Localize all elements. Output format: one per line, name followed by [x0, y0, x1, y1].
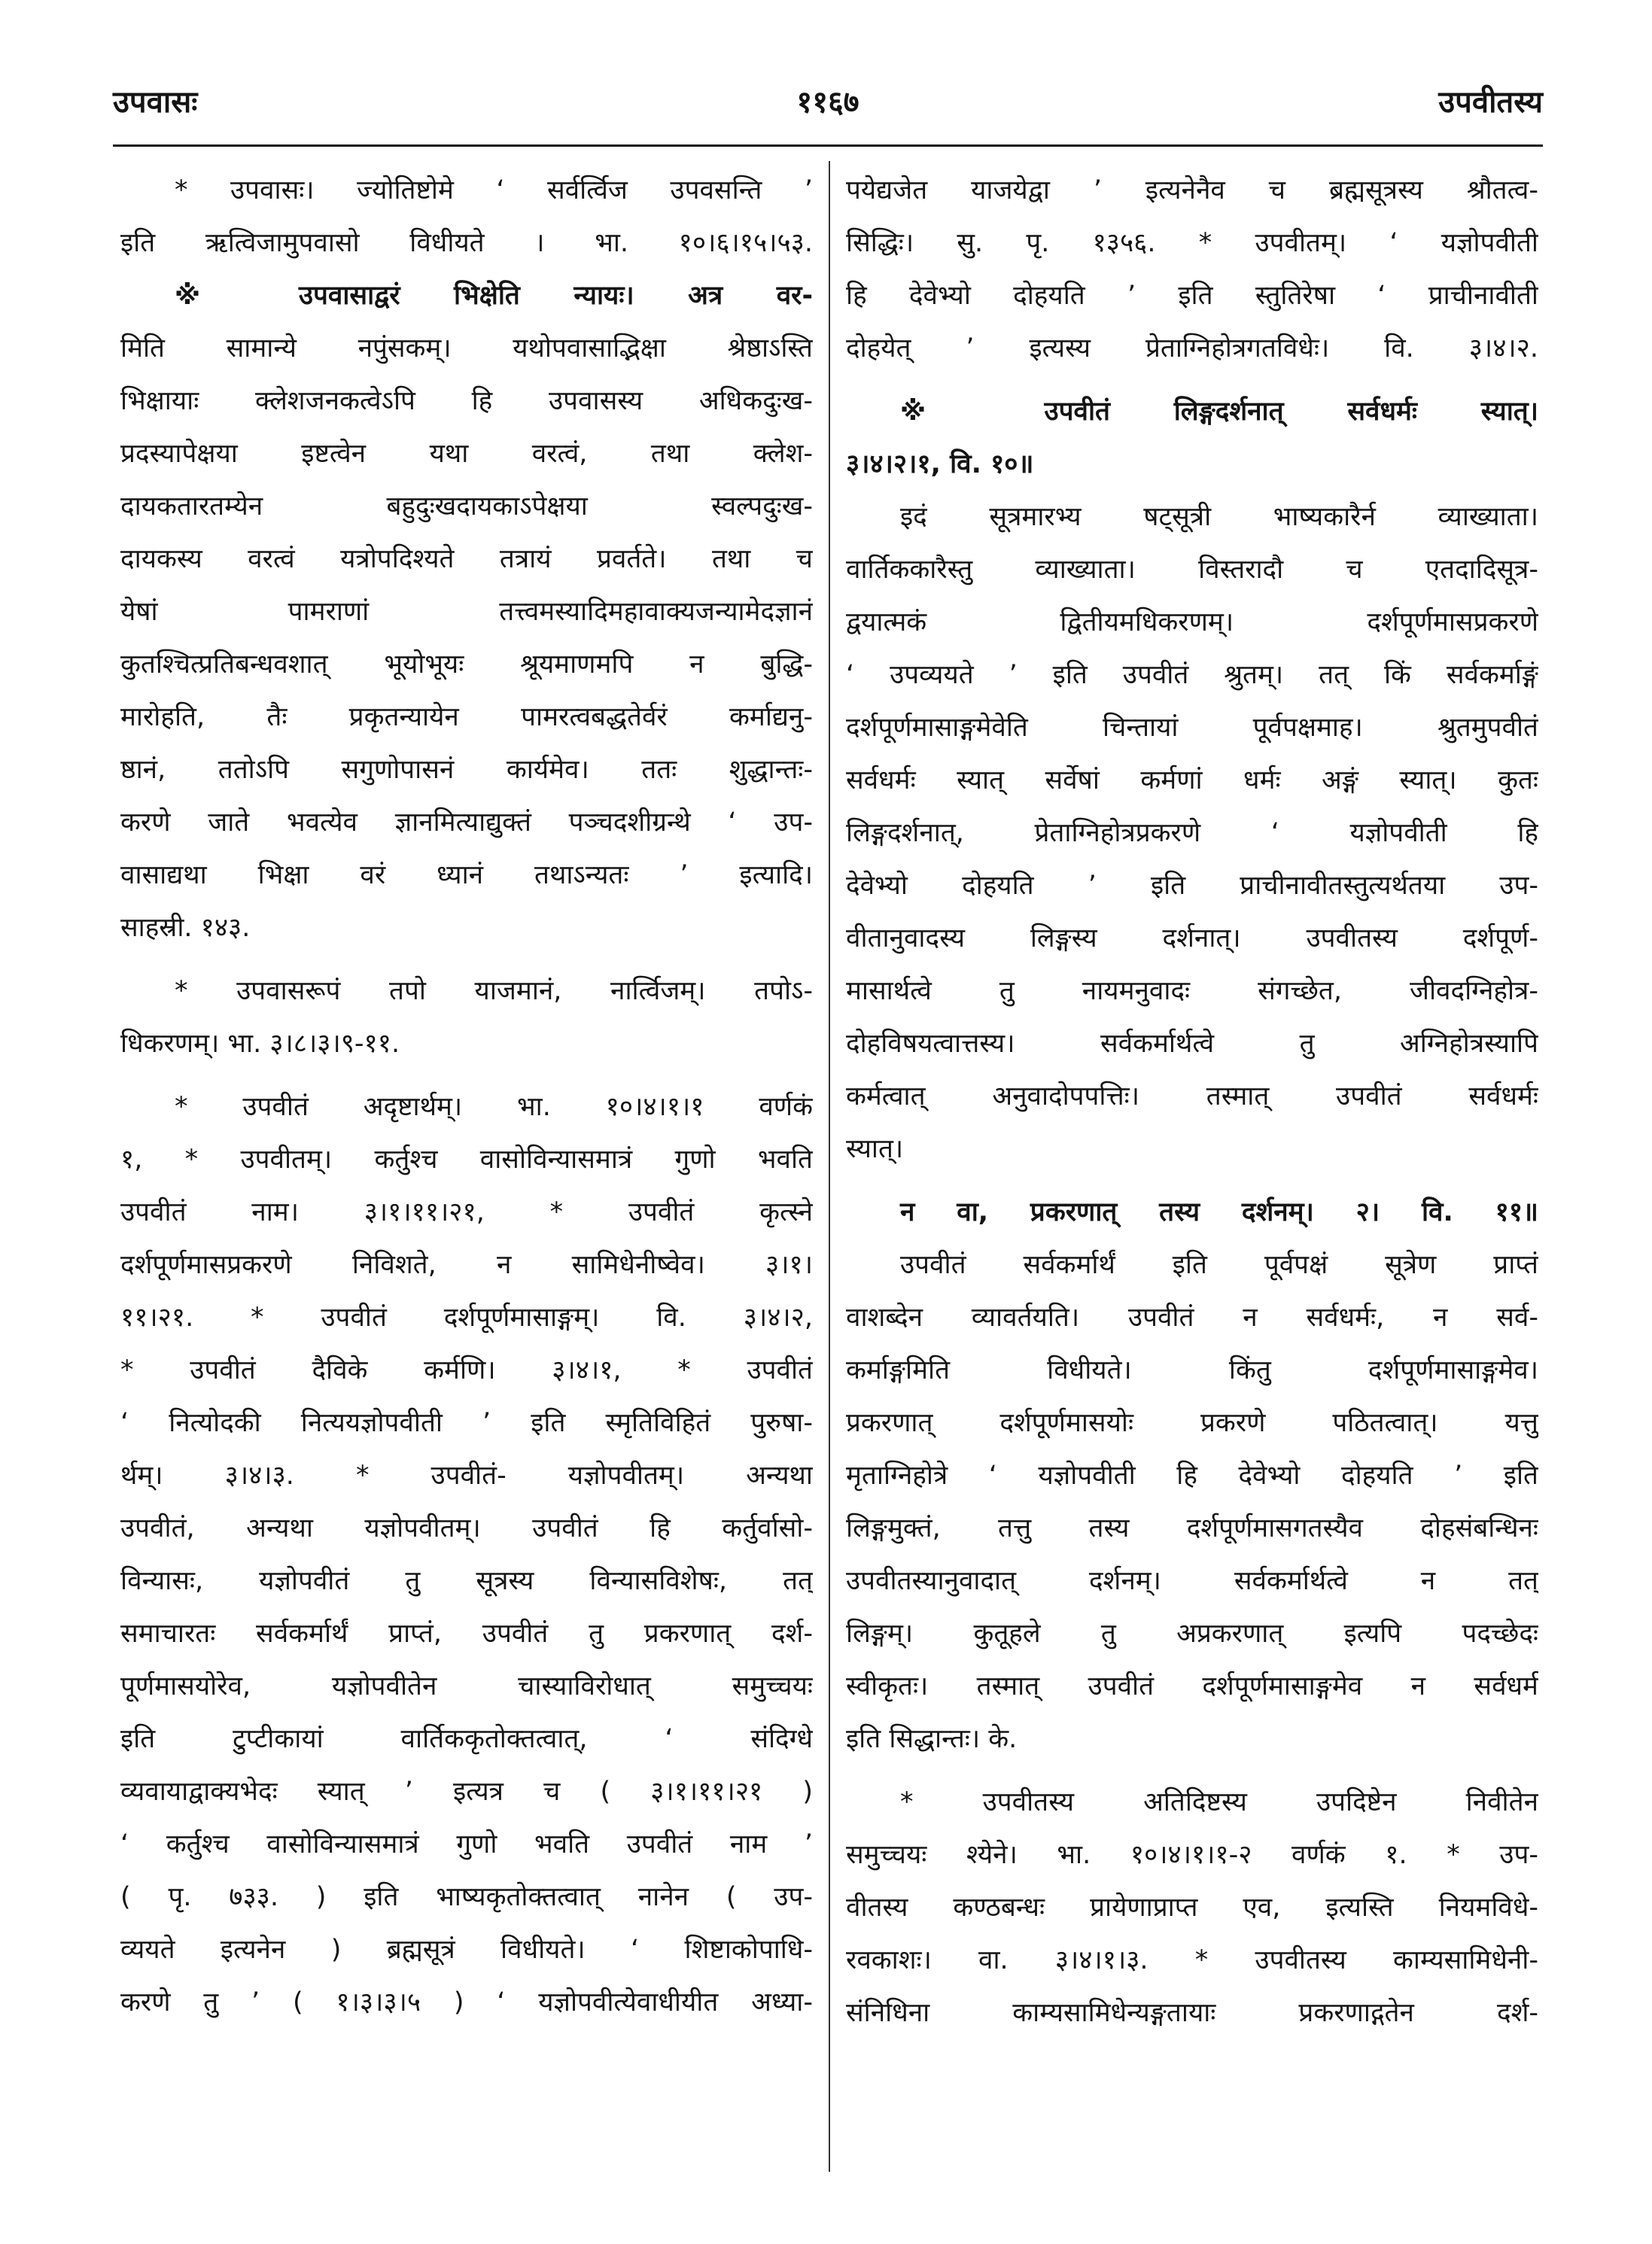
- header-right-word: उपवीतस्य: [1438, 85, 1543, 120]
- right-line: द्वयात्मकं द्वितीयमधिकरणम्। दर्शपूर्णमासप्रकरणे: [846, 607, 1538, 637]
- right-line: लिङ्गदर्शनात्, प्रेताग्निहोत्रप्रकरणे ‘ यज्ञोपवीती हि: [846, 818, 1538, 848]
- right-line: कर्मत्वात् अनुवादोपपत्तिः। तस्मात् उपवीतं सर्वधर्मः: [846, 1081, 1538, 1111]
- right-line: इति सिद्धान्तः। के.: [846, 1724, 1018, 1754]
- left-line: दायकस्य वरत्वं यत्रोपदिश्यते तत्रायं प्रवर्तते। तथा च: [120, 544, 813, 574]
- header-rule: [113, 144, 1543, 147]
- left-line: कुतश्चित्प्रतिबन्धवशात् भूयोभूयः श्रूयमाणमपि न बुद्धि-: [120, 649, 813, 680]
- right-line: हि देवेभ्यो दोहयति ’ इति स्तुतिरेषा ‘ प्राचीनावीती: [846, 281, 1538, 311]
- right-line: सर्वधर्मः स्यात् सर्वेषां कर्मणां धर्मः अङ्गं स्यात्। कुतः: [846, 765, 1538, 795]
- left-line: १, * उपवीतम्। कर्तुश्च वासोविन्यासमात्रं गुणो भवति: [120, 1145, 813, 1175]
- left-line: येषां पामराणां तत्त्वमस्यादिमहावाक्यजन्यामेदज्ञानं: [120, 597, 813, 627]
- left-line: ष्ठानं, ततोऽपि सगुणोपासनं कार्यमेव। ततः शुद्धान्तः-: [120, 755, 813, 785]
- left-line: व्यवायाद्वाक्यभेदः स्यात् ’ इत्यत्र च ( ३।१।११।२१ ): [120, 1777, 813, 1807]
- right-line: कर्माङ्गमिति विधीयते। किंतु दर्शपूर्णमासाङ्गमेव।: [846, 1355, 1538, 1385]
- right-line: मासार्थत्वे तु नायमनुवादः संगच्छेत, जीवदग्निहोत्र-: [846, 976, 1538, 1006]
- right-line: दर्शपूर्णमासाङ्गमेवेति चिन्तायां पूर्वपक्षमाह। श्रुतमुपवीतं: [846, 713, 1538, 743]
- right-line: समुच्चयः श्येने। भा. १०।४।१।१-२ वर्णकं १. * उप-: [846, 1840, 1538, 1870]
- left-line: * उपवीतं दैविके कर्मणि। ३।४।१, * उपवीतं: [120, 1355, 813, 1385]
- right-line: ‘ उपव्ययते ’ इति उपवीतं श्रुतम्। तत् किं सर्वकर्माङ्गं: [846, 660, 1538, 690]
- right-line: देवेभ्यो दोहयति ’ इति प्राचीनावीतस्तुत्यर्थतया उप-: [846, 871, 1538, 901]
- left-column: [120, 164, 813, 2029]
- header-left-word: उपवासः: [113, 85, 198, 120]
- right-line: मृताग्निहोत्रे ‘ यज्ञोपवीती हि देवेभ्यो दोहयति ’ इति: [846, 1461, 1538, 1491]
- right-line: दोहयेत् ’ इत्यस्य प्रेताग्निहोत्रगतविधेः। वि. ३।४।२.: [846, 333, 1538, 363]
- page-number: ११६७: [796, 85, 859, 120]
- left-line: वासाद्यथा भिक्षा वरं ध्यानं तथाऽन्यतः ’ इत्यादि।: [120, 860, 813, 890]
- left-line: दायकतारतम्येन बहुदुःखदायकाऽपेक्षया स्वल्पदुःख-: [120, 491, 813, 521]
- right-line: प्रकरणात् दर्शपूर्णमासयोः प्रकरणे पठितत्वात्। यत्तु: [846, 1408, 1538, 1438]
- left-line: इति ऋत्विजामुपवासो विधीयते । भा. १०।६।१५।५३.: [120, 228, 813, 258]
- right-line: न वा, प्रकरणात् तस्य दर्शनम्। २। वि. ११॥: [900, 1197, 1538, 1227]
- left-line: ११।२१. * उपवीतं दर्शपूर्णमासाङ्गम्। वि. ३।४।२,: [120, 1303, 813, 1333]
- left-line: पूर्णमासयोरेव, यज्ञोपवीतेन चास्याविरोधात् समुच्चयः: [120, 1671, 813, 1701]
- right-line: स्यात्।: [846, 1134, 904, 1164]
- right-line: ※ उपवीतं लिङ्गदर्शनात् सर्वधर्मः स्यात्।: [900, 397, 1538, 427]
- right-line: ३।४।२।१, वि. १०॥: [846, 449, 1034, 479]
- left-line: मारोहति, तैः प्रकृतन्यायेन पामरत्वबद्धतेर्वरं कर्माद्यनु-: [120, 702, 813, 732]
- left-line: दर्शपूर्णमासप्रकरणे निविशते, न सामिधेनीष्वेव। ३।१।: [120, 1250, 813, 1280]
- right-line: पयेद्यजेत याजयेद्वा ’ इत्यनेनैव च ब्रह्मसूत्रस्य श्रौतत्व-: [846, 175, 1538, 205]
- column-divider: [829, 161, 830, 2172]
- right-line: वीतानुवादस्य लिङ्गस्य दर्शनात्। उपवीतस्य दर्शपूर्ण-: [846, 923, 1538, 953]
- left-line: मिति सामान्ये नपुंसकम्। यथोपवासाद्भिक्षा श्रेष्ठाऽस्ति: [120, 333, 813, 363]
- right-line: संनिधिना काम्यसामिधेन्यङ्गतायाः प्रकरणाद्गतेन दर्श-: [846, 1998, 1538, 2028]
- left-line: साहस्री. १४३.: [120, 913, 251, 943]
- left-line: ‘ कर्तुश्च वासोविन्यासमात्रं गुणो भवति उपवीतं नाम ’: [120, 1829, 813, 1859]
- left-line: ※ उपवासाद्वरं भिक्षेति न्यायः। अत्र वर-: [175, 281, 813, 311]
- right-line: इदं सूत्रमारभ्य षट्सूत्री भाष्यकारैर्न व्याख्याता।: [900, 502, 1538, 532]
- left-line: करणे तु ’ ( १।३।३।५ ) ‘ यज्ञोपवीत्येवाधीयीत अध्या-: [120, 1987, 813, 2017]
- right-line: वार्तिककारैस्तु व्याख्याता। विस्तरादौ च एतदादिसूत्र-: [846, 555, 1538, 585]
- right-line: वाशब्देन व्यावर्तयति। उपवीतं न सर्वधर्मः, न सर्व-: [846, 1303, 1538, 1333]
- left-line: करणे जाते भवत्येव ज्ञानमित्याद्युक्तं पञ्चदशीग्रन्थे ‘ उप-: [120, 807, 813, 838]
- left-line: समाचारतः सर्वकर्मार्थं प्राप्तं, उपवीतं तु प्रकरणात् दर्श-: [120, 1619, 813, 1649]
- left-line: धिकरणम्। भा. ३।८।३।९-११.: [120, 1029, 400, 1059]
- right-column: [846, 164, 1538, 2039]
- right-line: दोहविषयत्वात्तस्य। सर्वकर्मार्थत्वे तु अग्निहोत्रस्यापि: [846, 1029, 1538, 1059]
- right-line: उपवीतं सर्वकर्मार्थं इति पूर्वपक्षं सूत्रेण प्राप्तं: [900, 1250, 1538, 1280]
- left-line: उपवीतं नाम। ३।१।११।२१, * उपवीतं कृत्स्ने: [120, 1197, 813, 1227]
- right-line: लिङ्गम्। कुतूहले तु अप्रकरणात् इत्यपि पदच्छेदः: [846, 1619, 1538, 1649]
- left-line: प्रदस्यापेक्षया इष्टत्वेन यथा वरत्वं, तथा क्लेश-: [120, 439, 813, 469]
- right-line: सिद्धिः। सु. पृ. १३५६. * उपवीतम्। ‘ यज्ञोपवीती: [846, 228, 1538, 258]
- running-header: [113, 74, 1543, 131]
- left-line: उपवीतं, अन्यथा यज्ञोपवीतम्। उपवीतं हि कर्तुर्वासो-: [120, 1513, 813, 1543]
- right-line: * उपवीतस्य अतिदिष्टस्य उपदिष्टेन निवीतेन: [900, 1787, 1538, 1817]
- left-line: * उपवीतं अदृष्टार्थम्। भा. १०।४।१।१ वर्णकं: [175, 1092, 813, 1122]
- left-line: विन्यासः, यज्ञोपवीतं तु सूत्रस्य विन्यासविशेषः, तत्: [120, 1566, 813, 1596]
- left-line: व्ययते इत्यनेन ) ब्रह्मसूत्रं विधीयते। ‘ शिष्टाकोपाधि-: [120, 1935, 813, 1965]
- left-line: र्थम्। ३।४।३. * उपवीतं- यज्ञोपवीतम्। अन्यथा: [120, 1461, 813, 1491]
- left-line: * उपवासरूपं तपो याजमानं, नार्त्विजम्। तपोऽ-: [175, 976, 813, 1006]
- left-line: ( पृ. ७३३. ) इति भाष्यकृतोक्तत्वात् नानेन ( उप-: [120, 1882, 813, 1912]
- right-line: रवकाशः। वा. ३।४।१।३. * उपवीतस्य काम्यसामिधेनी-: [846, 1945, 1538, 1975]
- left-line: इति टुप्टीकायां वार्तिककृतोक्तत्वात्, ‘ संदिग्धे: [120, 1724, 813, 1754]
- right-line: वीतस्य कण्ठबन्धः प्रायेणाप्राप्त एव, इत्यस्ति नियमविधे-: [846, 1893, 1538, 1923]
- left-line: ‘ नित्योदकी नित्ययज्ञोपवीती ’ इति स्मृतिविहितं पुरुषा-: [120, 1408, 813, 1438]
- left-line: * उपवासः। ज्योतिष्टोमे ‘ सर्वर्त्विज उपवसन्ति ’: [175, 175, 813, 205]
- left-line: भिक्षायाः क्लेशजनकत्वेऽपि हि उपवासस्य अधिकदुःख-: [120, 386, 813, 416]
- right-line: उपवीतस्यानुवादात् दर्शनम्। सर्वकर्मार्थत्वे न तत्: [846, 1566, 1538, 1596]
- right-line: लिङ्गमुक्तं, तत्तु तस्य दर्शपूर्णमासगतस्यैव दोहसंबन्धिनः: [846, 1513, 1538, 1543]
- right-line: स्वीकृतः। तस्मात् उपवीतं दर्शपूर्णमासाङ्गमेव न सर्वधर्म: [846, 1671, 1538, 1701]
